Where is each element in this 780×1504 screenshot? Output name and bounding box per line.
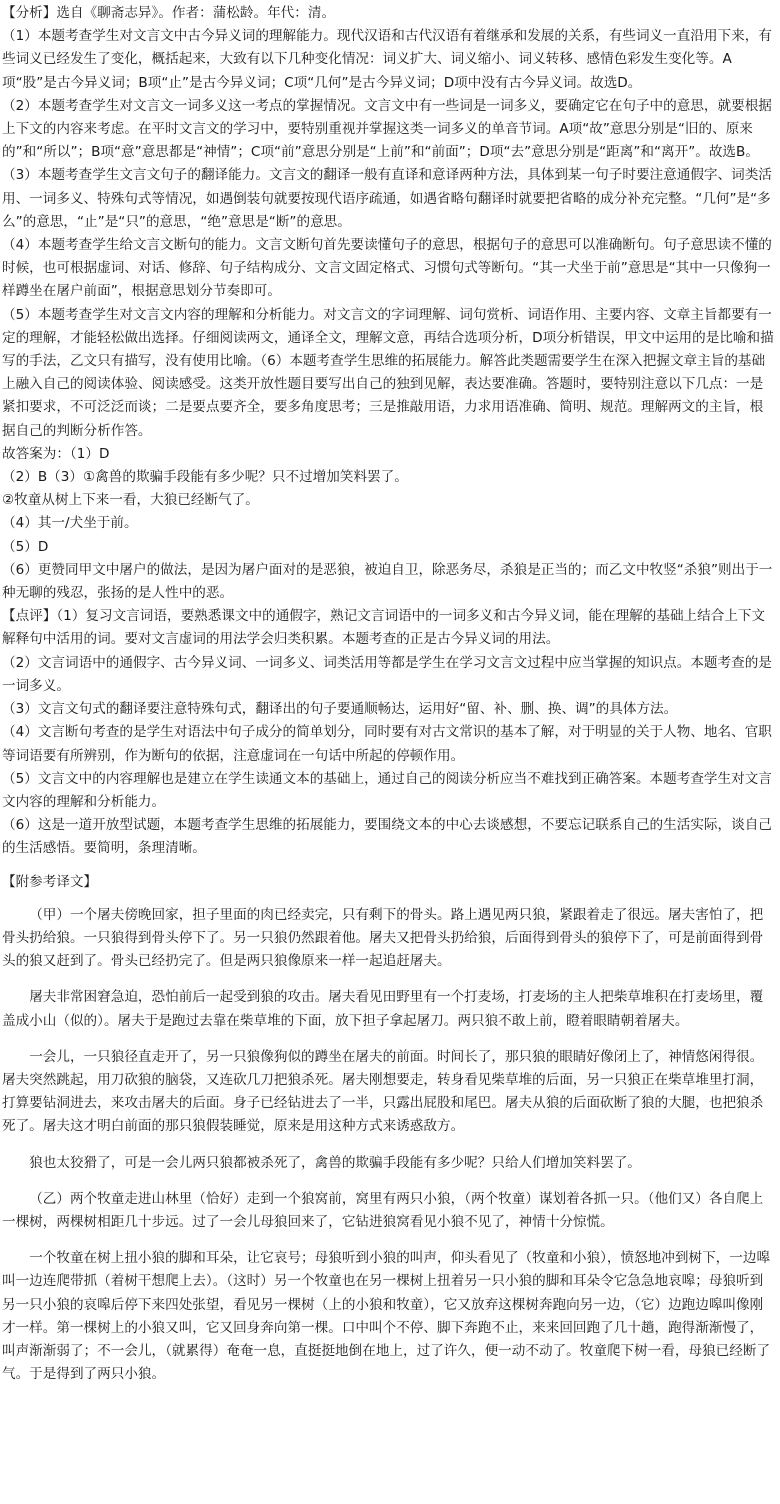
answer-2-3: （2）B（3）①禽兽的欺骗手段能有多少呢？只不过增加笑料罢了。 — [2, 469, 408, 486]
comments-section — [2, 605, 776, 860]
analysis-item-2: （2）本题考查学生对文言文一词多义这一考点的掌握情况。文言文中有一些词是一词多义，要确定它在句子中的意思，就要根据上下文的内容来考虑。在平时文言文的学习中，要特别重视并掌握这类一词多义的单音节词。A项“故”意思分别是“旧的、原来的”和“所以”；B项“意”意思都是“神情”；C项“前”意思分别是“上前”和“前面”；D项“去”意思分别是“距离”和“离开”。故选B。 — [2, 97, 772, 161]
translation-paragraph-3: 一会儿，一只狼径直走开了，另一只狼像狗似的蹲坐在屠夫的前面。时间长了，那只狼的眼睛好像闭上了，神情悠闲得很。屠夫突然跳起，用刀砍狼的脑袋，又连砍几刀把狼杀死。屠夫刚想要走，转身看见柴草堆的后面，另一只狼正在柴草堆里打洞，打算要钻洞进去，来攻击屠夫的后面。身子已经钻进去了一半，只露出屁股和尾巴。屠夫从狼的后面砍断了狼的大腿，也把狼杀死了。屠夫这才明白前面的那只狼假装睡觉，原来是用这种方式来诱惑敌方。 — [2, 1048, 764, 1135]
translation-paragraph-4: 狼也太狡猾了，可是一会儿两只狼都被杀死了，禽兽的欺骗手段能有多少呢？只给人们增加笑料罢了。 — [29, 1154, 641, 1171]
comment-2: （2）文言词语中的通假字、古今异义词、一词多义、词类活用等都是学生在学习文言文过程中应当掌握的知识点。本题考查的是一词多义。 — [2, 654, 772, 694]
translation-paragraph-1: （甲）一个屠夫傍晚回家，担子里面的肉已经卖完，只有剩下的骨头。路上遇见两只狼，紧跟着走了很远。屠夫害怕了，把骨头扔给狼。一只狼得到骨头停下了。另一只狼仍然跟着他。屠夫又把骨头扔给狼，后面得到骨头的狼停下了，可是前面得到骨头的狼又赶到了。骨头已经扔完了。但是两只狼像原来一样一起追赶屠夫。 — [2, 906, 764, 970]
comment-4: （4）文言断句考查的是学生对语法中句子成分的简单划分，同时要有对古文常识的基本了解，对于明显的关于人物、地名、官职等词语要有所辨别，作为断句的依据，注意虚词在一句话中所起的停顿作用。 — [2, 724, 772, 764]
translation-paragraph-5: （乙）两个牧童走进山林里（恰好）走到一个狼窝前，窝里有两只小狼，（两个牧童）谋划着各抓一只。（他们又）各自爬上一棵树，两棵树相距几十步远。过了一会儿母狼回来了，它钻进狼窝看见小狼不见了，神情十分惊慌。 — [2, 1190, 764, 1230]
analysis-item-4: （4）本题考查学生给文言文断句的能力。文言文断句首先要读懂句子的意思，根据句子的意思可以准确断句。句子意思读不懂的时候，也可根据虚词、对话、修辞、句子结构成分、文言文固定格式、习惯句式等断句。“其一犬坐于前”意思是“其中一只像狗一样蹲坐在屠户前面”，根据意思划分节奏即可。 — [2, 237, 772, 300]
translation-paragraph-6: 一个牧童在树上扭小狼的脚和耳朵，让它哀号；母狼听到小狼的叫声，仰头看见了（牧童和小狼），愤怒地冲到树下，一边嗥叫一边连爬带抓（着树干想爬上去）。（这时）另一个牧童也在另一棵树上扭着另一只小狼的脚和耳朵令它急急地哀嗥；母狼听到另一只小狼的哀嗥后停下来四处张望，看见另一棵树（上的小狼和牧童），它又放弃这棵树奔跑向另一边，（它）边跑边嗥叫像刚才一样。第一棵树上的小狼又叫，它又回身奔向第一棵。口中叫个不停、脚下奔跑不止，来来回回跑了几十趟，跑得渐渐慢了，叫声渐渐弱了；不一会儿，（就累得）奄奄一息，直挺挺地倒在地上，过了许久，便一动不动了。牧童爬下树一看，母狼已经断了气。于是得到了两只小狼。 — [2, 1250, 771, 1383]
answer-3-part-2: ②牧童从树上下来一看，大狼已经断气了。 — [2, 492, 259, 509]
comment-3: （3）文言文句式的翻译要注意特殊句式，翻译出的句子要通顺畅达，运用好“留、补、删、换、调”的具体方法。 — [2, 701, 678, 718]
answers-section — [2, 443, 776, 605]
analysis-item-1: （1）本题考查学生对文言文中古今异义词的理解能力。现代汉语和古代汉语有着继承和发展的关系，有些词义一直沿用下来，有些词义已经发生了变化，概括起来，大致有以下几种变化情况：词义扩大、词义缩小、词义转移、感情色彩发生变化等。A项“股”是古今异义词；B项“止”是古今异义词；C项“几何”是古今异义词；D项中没有古今异义词。故选D。 — [2, 28, 772, 91]
answer-4: （4）其一/犬坐于前。 — [2, 515, 138, 532]
answer-5: （5）D — [2, 538, 49, 555]
translation-heading: 【附参考译文】 — [2, 873, 98, 890]
translation-paragraph-2: 屠夫非常困窘急迫，恐怕前后一起受到狼的攻击。屠夫看见田野里有一个打麦场，打麦场的主人把柴草堆积在打麦场里，覆盖成小山（似的）。屠夫于是跑过去靠在柴草堆的下面，放下担子拿起屠刀。两只狼不敢上前，瞪着眼睛朝着屠夫。 — [2, 989, 764, 1029]
analysis-section — [2, 2, 776, 443]
comment-6: （6）这是一道开放型试题，本题考查学生思维的拓展能力，要围绕文本的中心去谈感想，不要忘记联系自己的生活实际，谈自己的生活感悟。要简明，条理清晰。 — [2, 817, 772, 857]
answer-6: （6）更赞同甲文中屠户的做法，是因为屠户面对的是恶狼，被迫自卫，除恶务尽，杀狼是正当的；而乙文中牧竖“杀狼”则出于一种无聊的残忍，张扬的是人性中的恶。 — [2, 561, 773, 602]
analysis-item-5-6: （5）本题考查学生对文言文内容的理解和分析能力。对文言文的字词理解、词句赏析、词语作用、主要内容、文章主旨都要有一定的理解，才能轻松做出选择。仔细阅读两文，通译全文，理解文意，再结合选项分析，D项分析错误，甲文中运用的是比喻和描写的手法，乙文只有描写，没有使用比喻。（6）本题考查学生思维的拓展能力。解答此类题需要学生在深入把握文章主旨的基础上融入自己的阅读体验、阅读感受。这类开放性题目要写出自己的独到见解，表达要准确。答题时，要特别注意以下几点：一是紧扣要求，不可泛泛而谈；二是要点要齐全，要多角度思考；三是推敲用语，力求用语准确、简明、规范。理解两文的主旨，根据自己的判断分析作答。 — [2, 306, 774, 439]
comment-5: （5）文言文中的内容理解也是建立在学生读通文本的基础上，通过自己的阅读分析应当不难找到正确答案。本题考查学生对文言文内容的理解和分析能力。 — [2, 770, 772, 810]
analysis-intro: 【分析】选自《聊斋志异》。作者：蒲松龄。年代：清。 — [2, 5, 336, 21]
translation-section — [2, 871, 776, 1387]
analysis-item-3: （3）本题考查学生文言文句子的翻译能力。文言文的翻译一般有直译和意译两种方法，具体到某一句子时要注意通假字、词类活用、一词多义、特殊句式等情况，如遇倒装句就要按现代语序疏通，如遇省略句翻译时就要把省略的成分补充完整。“几何”是“多么”的意思，“止”是“只”的意思，“绝”意思是“断”的意思。 — [2, 167, 772, 230]
comment-1: 【点评】（1）复习文言词语，要熟悉课文中的通假字，熟记文言词语中的一词多义和古今异义词，能在理解的基础上结合上下文解释句中活用的词。要对文言虚词的用法学会归类积累。本题考查的正是古今异义词的用法。 — [2, 608, 766, 648]
answer-1: 故答案为：（1）D — [2, 445, 110, 462]
document-body — [2, 2, 776, 1386]
